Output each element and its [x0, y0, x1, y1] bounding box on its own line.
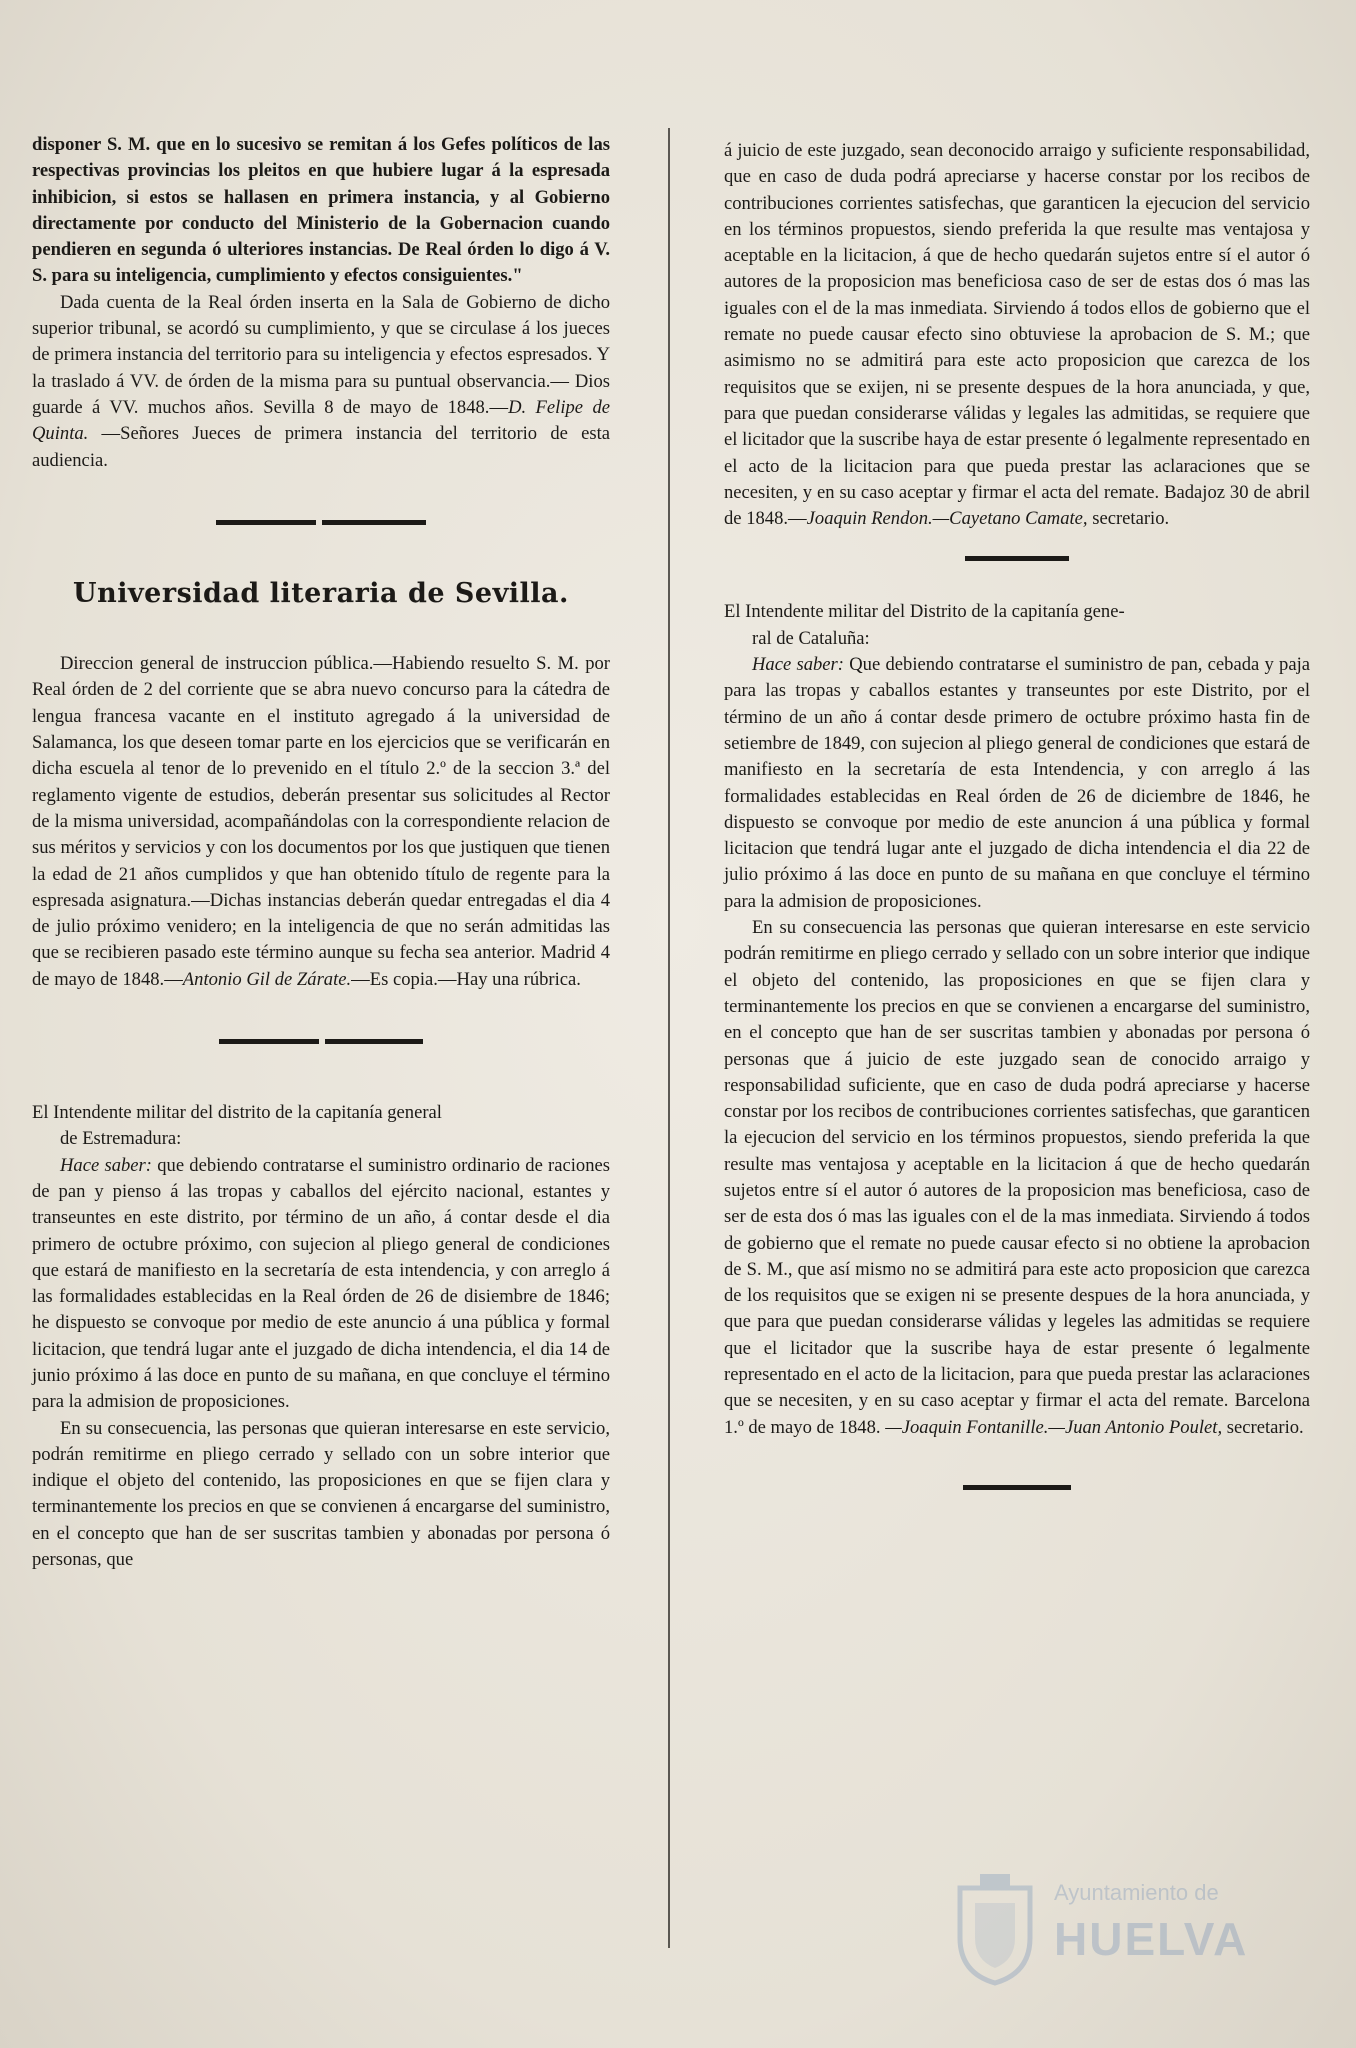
column-divider — [668, 128, 670, 1948]
estremadura-notice-continued: En su consecuencia, las personas que quieran interesarse en este servicio, podrán remitirme en pliego cerrado y sellado con un sobre interior que indique el objeto del contenido, las proposiciones en que se fijen clara y terminantemente los precios en que se convienen á encargarse del suministro, en el concepto que han de ser suscritas tambien y abonadas por persona ó personas, que — [32, 1417, 610, 1571]
signature-rendon-camate: Joaquin Rendon.—Cayetano Camate, — [806, 508, 1088, 530]
universidad-notice: Direccion general de instruccion pública.—Habiendo resuelto S. M. por Real órden de 2 del corriente que se abra nuevo concurso para la cátedra de lengua francesa vacante en el instituto agregado á la universidad de Salamanca, los que deseen tomar parte en los ejercicios que se verificarán en dicha escuela al tenor de lo prevenido en el título 2.º de la seccion 3.ª del reglamento vigente de estudios, deberán presentar sus solicitudes al Rector de la misma universidad, acompañándolas con la correspondiente relacion de sus méritos y servicios y con los documentos por los que justiquen que tienen la edad de 21 años cumplidos y que han obtenido título de regente para la espresada asignatura.—Dichas instancias deberán quedar entregadas el dia 4 de julio próximo venidero; en la inteligencia de que no serán admitidas las que se recibieren pasado este término aunque su fecha sea anterior. Madrid 4 de mayo de 1848.—Antonio Gil de Zárate.—Es copia.—Hay una rúbrica. — [32, 653, 610, 990]
heading-intendente-estremadura: El Intendente militar del distrito de la capitanía general de Estremadura: — [32, 1102, 442, 1150]
signature-felipe-de-quinta: D. Felipe de Quinta. — [32, 396, 610, 445]
archive-watermark — [950, 1868, 1280, 2018]
section-title-universidad: Universidad literaria de Sevilla. — [73, 577, 569, 609]
estremadura-notice: Hace saber: que debiendo contratarse el suministro ordinario de raciones de pan y pienso á las tropas y caballos del ejército nacional, estantes y transeuntes en este distrito, por término de un año, á contar desde el dia primero de octubre próximo, con sujecion al pliego general de condiciones que estará de manifiesto en la secretaría de esta intendencia, y con arreglo á las formalidades establecidas en la Real órden de 26 de disiembre de 1846; he dispuesto se convoque por medio de este anuncio á una pública y formal licitacion, que tendrá lugar ante el juzgado de dicha intendencia, el dia 14 de junio próximo á las doce en punto de su mañana, en que concluye el término para la admision de proposiciones. — [32, 1154, 610, 1413]
signature-antonio-gil-de-zarate: Antonio Gil de Zárate. — [182, 968, 352, 990]
watermark-line-2: HUELVA — [1054, 1913, 1249, 1965]
sevilla-audiencia-notice: Dada cuenta de la Real órden inserta en la Sala de Gobierno de dicho superior tribunal, se acordó su cumplimiento, y que se circulase á los jueces de primera instancia del territorio para su inteligencia y efectos espresados. Y la traslado á VV. de órden de la misma para su puntual observancia.— Dios guarde á VV. muchos años. Sevilla 8 de mayo de 1848.—D. Felipe de Quinta. —Señores Jueces de primera instancia del territorio de esta audiencia. — [32, 291, 611, 471]
cataluna-notice: Hace saber: Que debiendo contratarse el suministro de pan, cebada y paja para las tropas y caballos estantes y transeuntes por este Distrito, por el término de un año á contar desde primero de octubre próximo hasta fin de setiembre de 1849, con sujecion al pliego general de condiciones que estará de manifiesto en la secretaría de esta Intendencia, y con arreglo á las formalidades establecidas en Real órden de 26 de diciembre de 1846, he dispuesto se convoque por medio de este anuncion á una pública y formal licitacion que tendrá lugar ante el juzgado de dicha intendencia el dia 22 de julio próximo á las doce en punto de su mañana en que concluye el término para la admision de proposiciones. — [724, 654, 1311, 912]
badajoz-notice-continued: á juicio de este juzgado, sean deconocido arraigo y suficiente responsabilidad, que en caso de duda podrá apreciarse y hacerse constar por los recibos de contribuciones corrientes satisfechas, que garanticen la ejecucion del servicio en los términos propuestos, siendo preferida la que resulte mas ventajosa y aceptable en la licitacion, á que de hecho quedarán sujetos entre sí el autor ó autores de la proposicion mas beneficiosa caso de ser de estas dos ó mas las iguales con el de la mas inmediata. Sirviendo á todos ellos de gobierno que el remate no puede causar efecto sino obtuviese la aprobacion de S. M.; que asimismo no se admitirá para este acto proposicion que carezca de los requisitos que se exijen, ni se presente despues de la hora anunciada, y que, para que puedan considerarse válidas y legales las admitidas, se requiere que el licitador que la suscribe haya de estar presente ó legalmente representado en el acto de la licitacion para que pueda prestar las aclaraciones que se necesiten, y en su caso aceptar y firmar el acta del remate. Badajoz 30 de abril de 1848.—Joaquin Rendon.—Cayetano Camate, secretario. — [724, 140, 1310, 530]
crest-icon — [950, 1868, 1040, 1988]
watermark-line-1: Ayuntamiento de — [1054, 1880, 1219, 1905]
section-rule — [963, 1485, 1071, 1490]
right-column — [724, 138, 1310, 1490]
signature-fontanille-poulet: —Joaquin Fontanille.—Juan Antonio Poulet, — [885, 1416, 1223, 1438]
heading-intendente-cataluna: El Intendente militar del Distrito de la capitanía gene- ral de Cataluña: — [724, 601, 1125, 649]
left-column — [32, 132, 610, 1573]
cataluna-notice-continued: En su consecuencia las personas que quieran interesarse en este servicio podrán remitirme en pliego cerrado y sellado con un sobre interior que indique el objeto del contenido, las proposiciones en que se fijen clara y terminantemente los precios en que se convienen a encargarse del suministro, en el concepto que han de ser suscritas tambien y abonadas por persona ó personas que á juicio de este juzgado sean de conocido arraigo y responsabilidad suficiente, que en caso de duda podrá apreciarse y hacerse constar por los recibos de contribuciones corrientes satisfechas, que garanticen la ejecucion del servicio en los términos propuestos, siendo preferida la que resulte mas ventajosa y aceptable en la licitacion á que de hecho quedarán sujetos entre sí el autor ó autores de la proposicion mas beneficiosa, caso de ser de esta dos ó mas las iguales con el de la mas inmediata. Sirviendo á todos de gobierno que el remate no puede causar efecto si no obtiene la aprobacion de S. M., que así mismo no se admitirá para este acto proposicion que carezca de los requisitos que se exigen ni se presente despues de la hora anunciada, y que para que puedan considerarse válidas y legeles las admitidas se requiere que el licitador que la suscribe haya de estar presente ó legalmente representado en el acto de la licitacion, para que pueda prestar las aclaraciones que se necesiten, y en su caso aceptar y firmar el acta del remate. Barcelona 1.º de mayo de 1848. —Joaquin Fontanille.—Juan Antonio Poulet, secretario. — [724, 917, 1310, 1438]
royal-order-conclusion: disponer S. M. que en lo sucesivo se remitan á los Gefes políticos de las respectivas provincias los pleitos en que hubiere lugar á la espresada inhibicion, si estos se hallasen en primera instancia, y al Gobierno directamente por conducto del Ministerio de la Gobernacion cuando pendieren en segunda ó ulteriores instancias. De Real órden lo digo á V. S. para su inteligencia, cumplimiento y efectos consiguientes." — [32, 134, 610, 287]
